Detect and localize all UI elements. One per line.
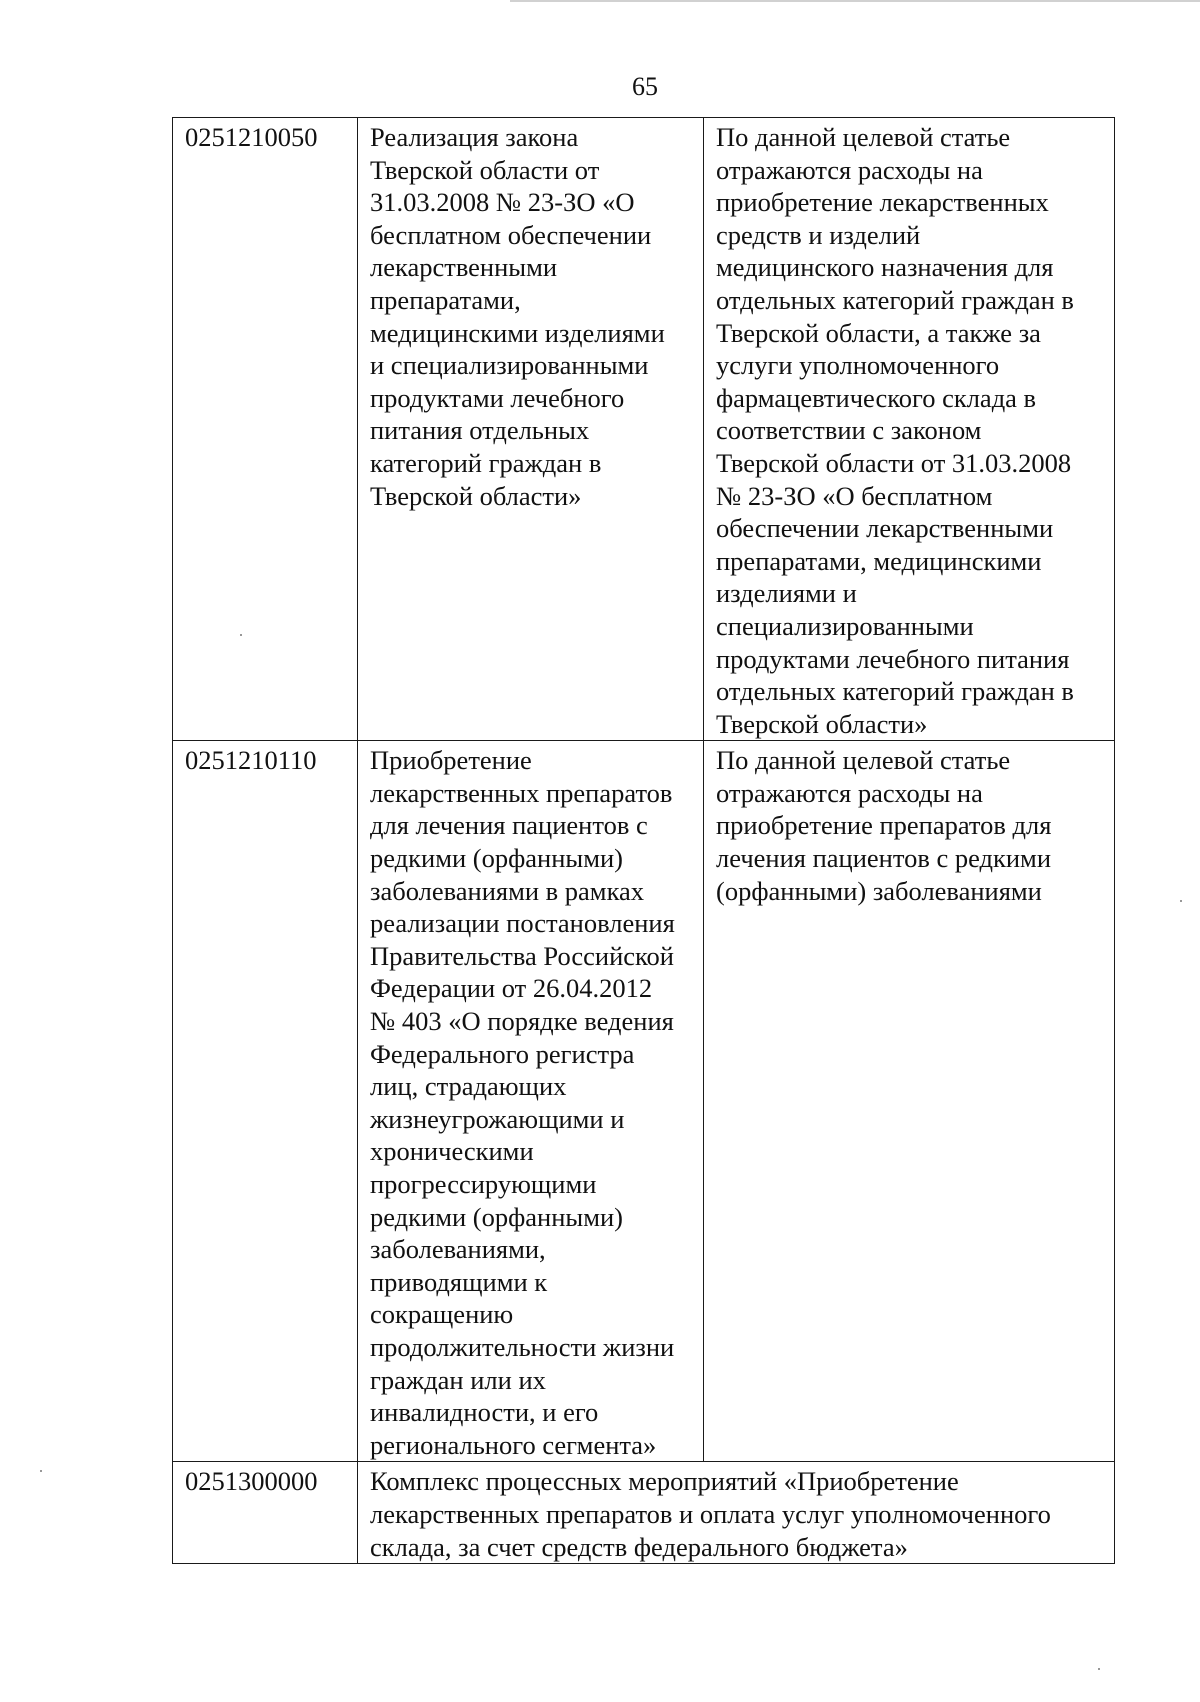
description-cell: По данной целевой статье отражаются расходы на приобретение лекарственных средств и изделий медицинского назначения для отдельных категорий граждан в Тверской области, а также за услуги уполномоченного фармацевтического склада в соответствии с законом Тверской области от 31.03.2008 № 23-ЗО «О бесплатном обеспечении лекарственными препаратами, медицинскими изделиями и специализированными продуктами лечебного питания отдельных категорий граждан в Тверской области»	[704, 118, 1115, 741]
table-row	[173, 741, 1115, 1462]
table-row	[173, 1462, 1115, 1564]
budget-code-table	[172, 117, 1115, 1564]
code-cell: 0251300000	[173, 1462, 358, 1564]
merged-name-cell: Комплекс процессных мероприятий «Приобретение лекарственных препаратов и оплата услуг уполномоченного склада, за счет средств федерального бюджета»	[358, 1462, 1115, 1564]
table-row	[173, 118, 1115, 741]
code-cell: 0251210110	[173, 741, 358, 1462]
scan-speck	[1098, 1668, 1100, 1670]
name-cell: Приобретение лекарственных препаратов для лечения пациентов с редкими (орфанными) заболеваниями в рамках реализации постановления Правительства Российской Федерации от 26.04.2012 № 403 «О порядке ведения Федерального регистра лиц, страдающих жизнеугрожающими и хроническими прогрессирующими редкими (орфанными) заболеваниями, приводящими к сокращению продолжительности жизни граждан или их инвалидности, и его регионального сегмента»	[358, 741, 704, 1462]
name-cell: Реализация закона Тверской области от 31.03.2008 № 23-ЗО «О бесплатном обеспечении лекарственными препаратами, медицинскими изделиями и специализированными продуктами лечебного питания отдельных категорий граждан в Тверской области»	[358, 118, 704, 741]
code-cell: 0251210050	[173, 118, 358, 741]
scan-speck	[1180, 900, 1182, 902]
scan-edge-line	[510, 0, 1200, 2]
page-number: 65	[632, 72, 658, 101]
description-cell: По данной целевой статье отражаются расходы на приобретение препаратов для лечения пациентов с редкими (орфанными) заболеваниями	[704, 741, 1115, 1462]
scan-speck	[40, 1470, 42, 1472]
